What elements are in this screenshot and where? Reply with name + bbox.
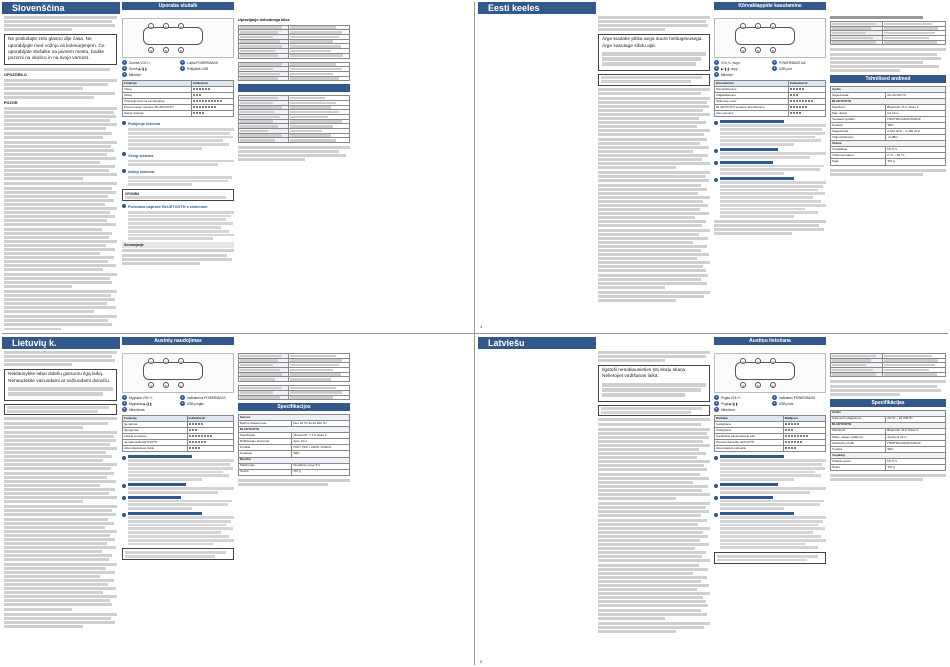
button-2: 2 bbox=[163, 23, 169, 29]
spec-value: Ca 10 m bbox=[886, 111, 946, 117]
spec-label: Max ulatus bbox=[831, 111, 886, 117]
spec-value: 157 g bbox=[886, 159, 946, 165]
spec-label: Frekvenču diapazons bbox=[831, 416, 886, 422]
section-title-usage: Uporaba slušalk bbox=[122, 2, 234, 10]
button-4: 4 bbox=[148, 47, 154, 53]
spec-group-label: BLUETOOTH bbox=[831, 422, 946, 428]
spec-label: Sagedusala bbox=[831, 129, 886, 135]
button-5: 5 bbox=[163, 47, 169, 53]
section-title-specs: Specifikacijos bbox=[238, 403, 350, 411]
spec-value: „Bluetooth“ v 5.0 klasė 2 bbox=[292, 433, 350, 439]
spec-group-label: Üldine bbox=[831, 141, 946, 147]
spec-label: Standartas bbox=[239, 433, 292, 439]
spec-table bbox=[238, 414, 350, 475]
warning-box bbox=[598, 34, 710, 71]
spec-value: HSP/HFP/A2DP/AVRCP bbox=[886, 440, 946, 446]
spec-value: Aptuveni 10 m bbox=[886, 434, 946, 440]
column-4 bbox=[830, 16, 946, 178]
spec-label: Maitinimas bbox=[239, 463, 292, 469]
spec-label: Svars bbox=[831, 465, 886, 471]
spec-row bbox=[239, 469, 350, 475]
spec-label: Töötemperatuur bbox=[831, 153, 886, 159]
spec-label: Sagedusala bbox=[831, 92, 886, 98]
spec-value: Nuo 20 Hz iki 20 000 Hz bbox=[292, 421, 350, 427]
spec-value: SBC bbox=[886, 123, 946, 129]
spec-group-label: Bendra bbox=[239, 457, 350, 463]
spec-label: Maks. sakaru attālums bbox=[831, 434, 886, 440]
parts-legend: 1 Gumba VOL+/- 2 Lučka POWER/BASS 3 Gumb ▶/❚❚ 4 Priključek USB 5 Mikrofon bbox=[123, 60, 218, 77]
spec-table bbox=[830, 86, 946, 166]
page-number: 5 bbox=[480, 659, 483, 664]
spec-label: Väljundvõimsus bbox=[831, 135, 886, 141]
button-1: 1 bbox=[148, 23, 154, 29]
note-hoiatus bbox=[598, 74, 710, 86]
warning-text: Ärge kuulake pikka aega suure helitugevusega. Ärge kasutage sõidu ajal. bbox=[602, 37, 703, 49]
column-3 bbox=[238, 351, 350, 488]
column-3 bbox=[714, 351, 826, 566]
call-table bbox=[238, 353, 350, 382]
highlight-label: Seznanjanje bbox=[122, 242, 234, 248]
spec-value: 5 °C – 40 °C bbox=[886, 153, 946, 159]
call-table bbox=[238, 25, 350, 59]
section-specs-sl bbox=[238, 84, 350, 92]
spec-value: Bluetooth v5.0, klass 2 bbox=[886, 105, 946, 111]
spec-value: DC 5 V bbox=[886, 147, 946, 153]
button-6: 6 bbox=[178, 47, 184, 53]
spec-row bbox=[831, 465, 946, 471]
heading-pozor: POZOR bbox=[4, 101, 18, 106]
language-title: Latviešu bbox=[478, 337, 596, 349]
spec-label: Toetatud profiilid bbox=[831, 117, 886, 123]
language-title: Eesti keeles bbox=[478, 2, 596, 14]
spec-group-label: Audio bbox=[831, 86, 946, 92]
column-2 bbox=[598, 351, 710, 635]
spec-label: Kodeks bbox=[831, 447, 886, 453]
spec-label: Standarts bbox=[831, 428, 886, 434]
warning-text: Ilgstoši nenoklausieties ļoti skaļu skaņu. Nelietojiet vadīšanas laikā. bbox=[602, 368, 687, 380]
spec-label: Kodekas bbox=[239, 451, 292, 457]
note-box: OPOMBA bbox=[122, 189, 234, 201]
column-3 bbox=[714, 16, 826, 237]
spec-value: 20 Hz – 20 000 Hz bbox=[886, 416, 946, 422]
warning-box bbox=[4, 369, 117, 401]
spec-value: Bluetooth v5.0 Class 2 bbox=[886, 428, 946, 434]
column-1 bbox=[4, 351, 117, 630]
call-table bbox=[830, 353, 946, 377]
spec-group-label: Garsas bbox=[239, 415, 350, 421]
warning-box bbox=[598, 365, 710, 402]
headphone-diagram: 1 2 3 4 5 6 bbox=[714, 353, 826, 393]
page-estonian bbox=[478, 2, 948, 330]
spec-label: Didžiausias atstumas bbox=[239, 439, 292, 445]
spec-value: SBC bbox=[886, 447, 946, 453]
headphone-diagram: 1 2 3 4 5 6 bbox=[122, 353, 234, 393]
page-latvian bbox=[478, 337, 948, 665]
spec-label: Profiliai bbox=[239, 445, 292, 451]
parts-legend: 1 VOL+/– nupp 2 POWER/BASS tuli 3 ▶/❚❚ nupp 4 USB port 5 Mikrofon bbox=[715, 60, 806, 77]
parts-legend: 1 Mygtukai VOL+/- 2 Indikatorius POWER/BASS 3 Mygtukas ▶/❚❚ 4 USB jungtis 5 Mikrofonas bbox=[123, 395, 226, 412]
spec-value: Nuolatinė srovė 5 V bbox=[292, 463, 350, 469]
indicator-table: Funkcija Indikatorji Vklop Izklop Pripravljenost na seznanjanje Povezovanje naprave BLUETOOTH Stanje baterije bbox=[122, 80, 234, 117]
column-2 bbox=[598, 16, 710, 304]
language-title: Slovenščina bbox=[2, 2, 120, 14]
warning-box bbox=[4, 34, 117, 65]
spec-label: Standard bbox=[831, 105, 886, 111]
page-number: 4 bbox=[480, 324, 483, 329]
led-table-2 bbox=[238, 62, 350, 82]
fold-line-horizontal bbox=[2, 333, 948, 334]
button-3: 3 bbox=[178, 23, 184, 29]
section-title-specs: Specifikācijas bbox=[830, 399, 946, 407]
spec-group-label: Audio bbox=[831, 410, 946, 416]
spec-label: Atbalstītie profili bbox=[831, 440, 886, 446]
spec-label: Strāvas avots bbox=[831, 459, 886, 465]
headphone-diagram: 1 2 3 4 5 6 bbox=[714, 18, 826, 58]
page-lithuanian bbox=[2, 337, 472, 665]
spec-group-label: Vispārīgi bbox=[831, 453, 946, 459]
spec-label: Dažnių diapazonas bbox=[239, 421, 292, 427]
parts-legend: 1 Pogas VOL+/- 2 Indikators POWER/BASS 3 Poga ▶/❚❚ 4 USB ports 5 Mikrofons bbox=[715, 395, 816, 412]
spec-value: Apie 10 m bbox=[292, 439, 350, 445]
column-4 bbox=[830, 351, 946, 483]
indicator-table: Kasutamine Indikaatorid Sisselülitamine Väljalülitamine Sidumise ootel BLUETOOTH seadme ühendamine Aku seisund bbox=[714, 80, 826, 117]
page-slovenian bbox=[2, 2, 472, 330]
column-3 bbox=[238, 16, 350, 163]
spec-label: Kaal bbox=[831, 159, 886, 165]
section-title-specs: Tehnilised andmed bbox=[830, 75, 946, 83]
led-table-2 bbox=[238, 385, 350, 400]
warning-text: Neklausykite labai dideliu garsumu ilgą laiką. Nenaudokite vairuodami ar važiuodami dviračiu. bbox=[8, 372, 111, 384]
column-2: 1 2 3 4 5 6 1 Gumba VOL+/- 2 Lučka POWER/BASS 3 Gumb ▶/❚❚ 4 Priključek USB 5 Mikrofon Funkcija Indikatorji Vklop Izklop Pripravljenost na seznanjanje Povezovanje naprave BLUETOOTH Stanje baterije Polnjenje sistema Vklop sistema Izklop sistema OPOMBA Povezava naprave BLUETOOTH s sistemom Seznanjanje bbox=[122, 16, 234, 267]
spec-value: DC 5 V bbox=[886, 459, 946, 465]
spec-label: Svoris bbox=[239, 469, 292, 475]
section-title-usage: Ausinių naudojimas bbox=[122, 337, 234, 345]
spec-label: Koodek bbox=[831, 123, 886, 129]
indicator-table: Darbība Rādījumi Ieslēgšana Izslēgšana Gaidīšana savienošanai pārī Pievienošana BLUETOOTH Akumulatora stāvoklis bbox=[714, 415, 826, 452]
spec-value: HSP / HFP / A2DP / AVRCP bbox=[292, 445, 350, 451]
spec-value: SBC bbox=[292, 451, 350, 457]
spec-value: 2,402 GHz – 2,480 GHz bbox=[886, 129, 946, 135]
headphone-diagram bbox=[122, 18, 234, 58]
section-title-usage: Kõrvaklappide kasutamine bbox=[714, 2, 826, 10]
incoming-call-heading: Upravljanje dohodnega klica bbox=[238, 18, 290, 22]
spec-value: +4 dBm bbox=[886, 135, 946, 141]
indicator-table: Funkcija Indikatoriai Įjungimas Išjungimas Laukia susiejimo Jungiama BLUETOOTH Akumuliatoriaus būklė bbox=[122, 415, 234, 452]
spec-value: HSP/HFP/A2DP/AVRCP bbox=[886, 117, 946, 123]
call-table bbox=[830, 21, 946, 45]
spec-table bbox=[830, 410, 946, 471]
spec-value: 20–20 000 Hz bbox=[886, 92, 946, 98]
language-title: Lietuvių k. bbox=[2, 337, 120, 349]
spec-table-sl bbox=[238, 95, 350, 143]
spec-label: Toiteallikas bbox=[831, 147, 886, 153]
spec-value: 157 g bbox=[292, 469, 350, 475]
heading-opozorilo: OPOZORILO bbox=[4, 73, 27, 78]
column-1 bbox=[4, 16, 117, 330]
spec-group-label: BLUETOOTH bbox=[239, 427, 350, 433]
section-title-usage: Austiņu lietošana bbox=[714, 337, 826, 345]
spec-value: 157 g bbox=[886, 465, 946, 471]
spec-row bbox=[831, 159, 946, 165]
column-2 bbox=[122, 351, 234, 562]
spec-group-label: BLUETOOTH bbox=[831, 99, 946, 105]
warning-text: Ne poslušajte zelo glasno dlje časa. Ne uporabljajte med vožnjo ali kolesarjenjem. Če uporabljate slušalke na javnem mestu, bodite pozorni na okolico in na svojo varnost. bbox=[8, 37, 105, 61]
